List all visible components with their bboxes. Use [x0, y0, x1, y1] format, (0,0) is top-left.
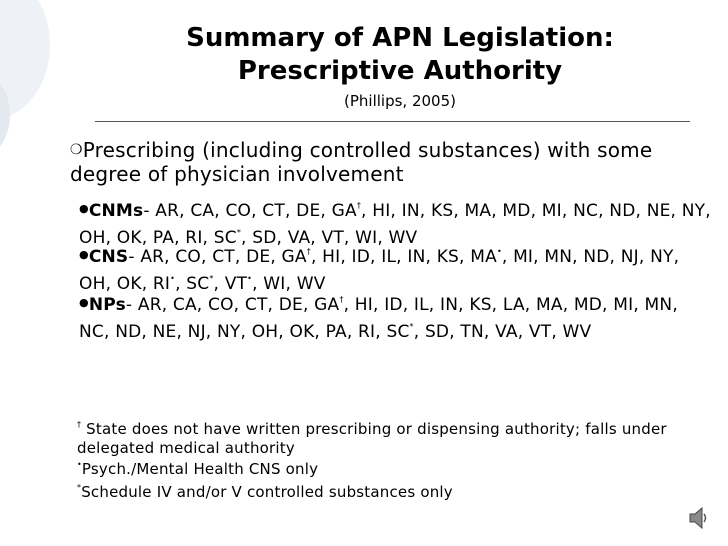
sub-bullet-text: - AR, CO, CT, DE, GA [128, 247, 307, 267]
footnote-mark: * [236, 228, 242, 237]
bullet-dot-icon: ● [79, 202, 89, 215]
footnote-mark: • [77, 460, 82, 469]
sub-bullet-text: , HI, ID, IL, IN, KS, MA [310, 247, 497, 267]
speaker-icon[interactable] [689, 506, 709, 530]
title-line-1: Summary of APN Legislation: [186, 23, 614, 53]
footnote-text: Psych./Mental Health CNS only [81, 460, 319, 478]
sub-bullet-cns [79, 241, 711, 295]
sub-bullet-label: NPs [88, 295, 126, 315]
sub-bullet-text: , HI, IN, KS, MA, MD, MI, NC, ND, NE, NY, OH, OK, PA, RI, SC [79, 201, 711, 248]
sub-bullet-label: CNS [88, 247, 129, 267]
footnote-dot [77, 455, 717, 479]
title-divider [95, 121, 690, 122]
footnote-mark: * [409, 322, 414, 331]
sub-bullet-text: , VT [213, 274, 248, 294]
sub-bullet-text: - AR, CA, CO, CT, DE, GA [125, 295, 340, 315]
footnote-mark: † [77, 420, 82, 429]
footnote-mark: † [306, 247, 311, 256]
footnote-mark: † [356, 201, 362, 210]
sub-bullet-text: , SC [175, 274, 210, 294]
sub-bullet-text: , MI, MN, ND, NJ, NY, OH, OK, RI [79, 247, 680, 294]
sub-bullet-text: , HI, ID, IL, IN, KS, LA, MA, MD, MI, MN, NC, ND, NE, NJ, NY, OH, OK, PA, RI, SC [79, 295, 678, 342]
main-bullet-text: Prescribing (including controlled substances) with some degree of physician involvement [70, 138, 653, 186]
bullet-dot-icon: ● [79, 296, 89, 309]
sub-bullet-text: - AR, CA, CO, CT, DE, GA [143, 201, 357, 221]
sub-bullet-nps [79, 289, 711, 343]
footnote-mark: • [496, 247, 502, 256]
sub-bullet-text: , SD, VA, VT, WI, WV [241, 228, 418, 248]
footnote-mark: • [247, 274, 253, 283]
bullet-dot-icon: ● [79, 248, 89, 261]
footnote-text: Schedule IV and/or V controlled substances only [81, 483, 453, 501]
sub-bullet-text: , WI, WV [252, 274, 326, 294]
footnote-dagger [77, 415, 717, 458]
slide-title [100, 22, 700, 88]
sub-bullet-label: CNMs [88, 201, 144, 221]
main-bullet [70, 138, 710, 186]
title-line-2: Prescriptive Authority [237, 56, 563, 86]
footnote-mark: † [339, 295, 344, 304]
citation: (Phillips, 2005) [344, 92, 456, 110]
bullet-marker-icon: ❍ [70, 142, 83, 158]
sub-bullet-text: , SD, TN, VA, VT, WV [413, 322, 592, 342]
footnote-asterisk [77, 478, 717, 502]
footnote-mark: * [77, 483, 82, 492]
footnote-text: State does not have written prescribing or dispensing authority; falls under delegated medical authority [77, 420, 667, 457]
footnote-mark: • [170, 274, 176, 283]
footnote-mark: * [209, 274, 214, 283]
